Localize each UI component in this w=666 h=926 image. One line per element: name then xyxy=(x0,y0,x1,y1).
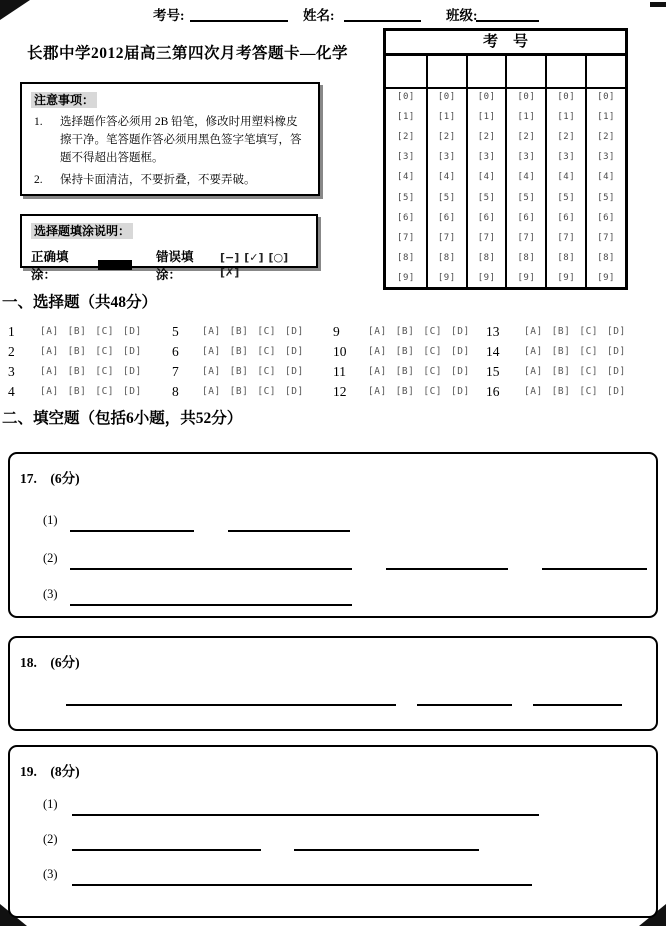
exam-grid-column xyxy=(426,89,466,287)
digit-bubble-2[interactable]: [2] xyxy=(397,132,415,143)
choice-grid xyxy=(0,322,666,404)
answer-blank[interactable] xyxy=(228,516,350,532)
option-bubble-A[interactable]: [A] xyxy=(368,326,387,337)
question-label: 19. xyxy=(20,764,51,779)
wrong-fill-label: 错误填涂： xyxy=(155,250,194,282)
notice-item-text: 保持卡面清洁，不要折叠，不要弄破。 xyxy=(60,174,256,186)
option-bubble-B[interactable]: [B] xyxy=(395,326,415,337)
question-4-options xyxy=(40,382,142,402)
digit-bubble-1[interactable]: [1] xyxy=(557,112,576,123)
digit-bubble-1[interactable]: [1] xyxy=(517,112,536,123)
option-bubble-A[interactable]: [A] xyxy=(202,386,221,397)
part-label: (2) xyxy=(43,832,58,846)
digit-bubble-6[interactable]: [6] xyxy=(397,212,415,223)
exam-grid-bubbles xyxy=(386,89,625,287)
option-bubble-C[interactable]: [C] xyxy=(95,366,115,377)
exam-no-blank[interactable] xyxy=(190,4,288,22)
digit-bubble-4[interactable]: [4] xyxy=(597,172,615,183)
class-blank[interactable] xyxy=(476,4,539,22)
option-bubble-D[interactable]: [D] xyxy=(285,346,304,357)
digit-bubble-9[interactable]: [9] xyxy=(597,272,615,283)
question-15-options xyxy=(524,362,626,382)
question-number: 10 xyxy=(333,344,347,359)
digit-bubble-4[interactable]: [4] xyxy=(397,172,415,183)
option-bubble-D[interactable]: [D] xyxy=(451,366,470,377)
digit-bubble-4[interactable]: [4] xyxy=(477,172,496,183)
exam-grid-column xyxy=(386,89,426,287)
question-number: 15 xyxy=(486,364,500,379)
option-bubble-C[interactable]: [C] xyxy=(95,326,115,337)
notice-heading: 注意事项： xyxy=(31,92,97,108)
option-bubble-A[interactable]: [A] xyxy=(524,366,543,377)
question-title xyxy=(20,467,80,487)
digit-bubble-4[interactable]: [4] xyxy=(517,172,536,183)
corner-mark-top-left-icon xyxy=(0,0,30,20)
question-number: 13 xyxy=(486,324,500,339)
part-label: (1) xyxy=(43,797,58,811)
option-bubble-C[interactable]: [C] xyxy=(423,386,443,397)
digit-bubble-5[interactable]: [5] xyxy=(517,192,536,203)
digit-bubble-7[interactable]: [7] xyxy=(517,232,536,243)
question-number: 7 xyxy=(172,364,179,379)
exam-grid-column xyxy=(545,89,585,287)
question-number: 2 xyxy=(8,344,15,359)
question-box-17 xyxy=(8,452,658,618)
question-number: 11 xyxy=(333,364,346,379)
option-bubble-A[interactable]: [A] xyxy=(40,326,59,337)
option-bubble-D[interactable]: [D] xyxy=(285,326,304,337)
option-bubble-B[interactable]: [B] xyxy=(395,366,415,377)
digit-bubble-6[interactable]: [6] xyxy=(557,212,576,223)
answer-blank[interactable] xyxy=(386,554,508,570)
answer-blank[interactable] xyxy=(72,835,261,851)
option-bubble-D[interactable]: [D] xyxy=(607,386,626,397)
digit-bubble-8[interactable]: [8] xyxy=(597,252,615,263)
digit-bubble-0[interactable]: [0] xyxy=(517,92,536,102)
exam-no-write-cell[interactable] xyxy=(426,56,466,87)
option-bubble-A[interactable]: [A] xyxy=(368,386,387,397)
question-number: 12 xyxy=(333,384,347,399)
question-label: 18. xyxy=(20,655,51,670)
exam-no-write-cell[interactable] xyxy=(505,56,545,87)
option-bubble-C[interactable]: [C] xyxy=(95,386,115,397)
exam-no-label: 考号: xyxy=(153,8,185,23)
question-16-options xyxy=(524,382,626,402)
question-5-options xyxy=(202,322,304,342)
digit-bubble-5[interactable]: [5] xyxy=(437,192,456,203)
question-title xyxy=(20,651,80,671)
exam-no-write-cell[interactable] xyxy=(386,56,426,87)
question-number: 16 xyxy=(486,384,500,399)
option-bubble-C[interactable]: [C] xyxy=(423,326,443,337)
option-bubble-B[interactable]: [B] xyxy=(229,346,249,357)
question-number: 14 xyxy=(486,344,500,359)
fill-guide-heading: 选择题填涂说明： xyxy=(31,223,133,239)
option-bubble-C[interactable]: [C] xyxy=(95,346,115,357)
answer-blank[interactable] xyxy=(70,554,352,570)
digit-bubble-1[interactable]: [1] xyxy=(437,112,456,123)
fill-guide-box xyxy=(20,214,318,282)
question-6-options xyxy=(202,342,304,362)
option-bubble-B[interactable]: [B] xyxy=(551,386,571,397)
option-bubble-A[interactable]: [A] xyxy=(202,346,221,357)
exam-no-write-cell[interactable] xyxy=(466,56,506,87)
option-bubble-C[interactable]: [C] xyxy=(257,326,277,337)
digit-bubble-2[interactable]: [2] xyxy=(597,132,615,143)
fill-guide-row xyxy=(31,247,307,283)
option-bubble-B[interactable]: [B] xyxy=(67,326,87,337)
question-title xyxy=(20,760,80,780)
digit-bubble-3[interactable]: [3] xyxy=(477,152,496,163)
exam-grid-column xyxy=(505,89,545,287)
option-bubble-C[interactable]: [C] xyxy=(257,366,277,377)
digit-bubble-8[interactable]: [8] xyxy=(437,252,456,263)
option-bubble-B[interactable]: [B] xyxy=(551,326,571,337)
digit-bubble-9[interactable]: [9] xyxy=(477,272,496,283)
digit-bubble-0[interactable]: [0] xyxy=(597,92,615,102)
question-label: 17. xyxy=(20,471,51,486)
question-7-options xyxy=(202,362,304,382)
question-10-options xyxy=(368,342,470,362)
answer-blank[interactable] xyxy=(72,800,539,816)
question-number: 5 xyxy=(172,324,179,339)
option-bubble-D[interactable]: [D] xyxy=(285,366,304,377)
answer-blank[interactable] xyxy=(542,554,647,570)
digit-bubble-1[interactable]: [1] xyxy=(597,112,615,123)
digit-bubble-2[interactable]: [2] xyxy=(557,132,576,143)
option-bubble-D[interactable]: [D] xyxy=(451,326,470,337)
question-number: 1 xyxy=(8,324,15,339)
question-12-options xyxy=(368,382,470,402)
option-bubble-B[interactable]: [B] xyxy=(67,386,87,397)
part-label: (1) xyxy=(43,513,58,527)
option-bubble-B[interactable]: [B] xyxy=(67,366,87,377)
question-number: 8 xyxy=(172,384,179,399)
digit-bubble-4[interactable]: [4] xyxy=(557,172,576,183)
digit-bubble-7[interactable]: [7] xyxy=(437,232,456,243)
notice-item-text: 选择题作答必须用 2B 铅笔，修改时用塑料橡皮擦干净。笔答题作答必须用黑色签字笔填写，答题不得超出答题框。 xyxy=(60,116,302,164)
digit-bubble-3[interactable]: [3] xyxy=(517,152,536,163)
option-bubble-B[interactable]: [B] xyxy=(229,386,249,397)
option-bubble-A[interactable]: [A] xyxy=(524,326,543,337)
digit-bubble-6[interactable]: [6] xyxy=(517,212,536,223)
option-bubble-B[interactable]: [B] xyxy=(229,366,249,377)
digit-bubble-3[interactable]: [3] xyxy=(437,152,456,163)
option-bubble-B[interactable]: [B] xyxy=(395,386,415,397)
answer-blank[interactable] xyxy=(70,516,194,532)
notice-item xyxy=(31,113,309,167)
digit-bubble-0[interactable]: [0] xyxy=(437,92,456,102)
choice-section-heading: 一、选择题（共48分） xyxy=(2,294,158,311)
option-bubble-A[interactable]: [A] xyxy=(40,346,59,357)
digit-bubble-8[interactable]: [8] xyxy=(397,252,415,263)
answer-blank[interactable] xyxy=(66,690,396,706)
sheet-title: 长郡中学2012届高三第四次月考答题卡—化学 xyxy=(27,45,349,62)
digit-bubble-0[interactable]: [0] xyxy=(477,92,496,102)
digit-bubble-6[interactable]: [6] xyxy=(437,212,456,223)
question-number: 3 xyxy=(8,364,15,379)
notice-box xyxy=(20,82,320,196)
digit-bubble-1[interactable]: [1] xyxy=(397,112,415,123)
option-bubble-C[interactable]: [C] xyxy=(257,386,277,397)
answer-blank[interactable] xyxy=(417,690,512,706)
digit-bubble-1[interactable]: [1] xyxy=(477,112,496,123)
question-3-options xyxy=(40,362,142,382)
wrong-fill-example-icon: [○] xyxy=(268,251,289,264)
part-label: (2) xyxy=(43,551,58,565)
option-bubble-C[interactable]: [C] xyxy=(579,386,599,397)
option-bubble-B[interactable]: [B] xyxy=(551,346,571,357)
digit-bubble-9[interactable]: [9] xyxy=(437,272,456,283)
digit-bubble-7[interactable]: [7] xyxy=(597,232,615,243)
question-number: 9 xyxy=(333,324,340,339)
question-box-18 xyxy=(8,636,658,731)
option-bubble-D[interactable]: [D] xyxy=(123,326,142,337)
question-number: 4 xyxy=(8,384,15,399)
digit-bubble-7[interactable]: [7] xyxy=(557,232,576,243)
question-points: (6分) xyxy=(50,655,80,670)
digit-bubble-7[interactable]: [7] xyxy=(477,232,496,243)
option-bubble-D[interactable]: [D] xyxy=(123,386,142,397)
question-points: (8分) xyxy=(50,764,80,779)
blank-section-heading: 二、填空题（包括6小题，共52分） xyxy=(2,410,243,427)
option-bubble-C[interactable]: [C] xyxy=(423,346,443,357)
answer-blank[interactable] xyxy=(72,870,532,886)
digit-bubble-6[interactable]: [6] xyxy=(477,212,496,223)
digit-bubble-2[interactable]: [2] xyxy=(437,132,456,143)
option-bubble-C[interactable]: [C] xyxy=(579,366,599,377)
digit-bubble-5[interactable]: [5] xyxy=(477,192,496,203)
option-bubble-D[interactable]: [D] xyxy=(123,366,142,377)
exam-grid-column xyxy=(466,89,506,287)
digit-bubble-2[interactable]: [2] xyxy=(477,132,496,143)
class-label: 班级: xyxy=(446,8,478,23)
option-bubble-C[interactable]: [C] xyxy=(423,366,443,377)
wrong-fill-example-icon: [−] xyxy=(219,251,240,264)
exam-number-grid xyxy=(383,28,628,290)
exam-no-write-cell[interactable] xyxy=(585,56,625,87)
digit-bubble-0[interactable]: [0] xyxy=(557,92,576,102)
option-bubble-A[interactable]: [A] xyxy=(40,366,59,377)
digit-bubble-4[interactable]: [4] xyxy=(437,172,456,183)
option-bubble-D[interactable]: [D] xyxy=(607,366,626,377)
option-bubble-B[interactable]: [B] xyxy=(229,326,249,337)
answer-blank[interactable] xyxy=(70,590,352,606)
correct-fill-label: 正确填涂： xyxy=(31,250,69,282)
question-14-options xyxy=(524,342,626,362)
exam-grid-column xyxy=(585,89,625,287)
name-label: 姓名: xyxy=(303,8,335,23)
digit-bubble-8[interactable]: [8] xyxy=(477,252,496,263)
option-bubble-A[interactable]: [A] xyxy=(202,366,221,377)
option-bubble-A[interactable]: [A] xyxy=(524,386,543,397)
wrong-fill-examples xyxy=(215,250,307,280)
part-label: (3) xyxy=(43,587,58,601)
digit-bubble-7[interactable]: [7] xyxy=(397,232,415,243)
notice-item-number: 2. xyxy=(34,174,43,186)
option-bubble-D[interactable]: [D] xyxy=(607,326,626,337)
question-8-options xyxy=(202,382,304,402)
wrong-fill-example-icon: [✗] xyxy=(219,266,240,279)
correct-fill-sample-icon xyxy=(98,260,132,270)
question-9-options xyxy=(368,322,470,342)
digit-bubble-9[interactable]: [9] xyxy=(517,272,536,283)
option-bubble-C[interactable]: [C] xyxy=(257,346,277,357)
answer-blank[interactable] xyxy=(294,835,479,851)
option-bubble-D[interactable]: [D] xyxy=(285,386,304,397)
question-points: (6分) xyxy=(50,471,80,486)
notice-item xyxy=(31,171,309,189)
digit-bubble-6[interactable]: [6] xyxy=(597,212,615,223)
digit-bubble-5[interactable]: [5] xyxy=(597,192,615,203)
digit-bubble-2[interactable]: [2] xyxy=(517,132,536,143)
option-bubble-D[interactable]: [D] xyxy=(451,346,470,357)
exam-no-write-cell[interactable] xyxy=(545,56,585,87)
question-13-options xyxy=(524,322,626,342)
option-bubble-A[interactable]: [A] xyxy=(368,366,387,377)
question-number: 6 xyxy=(172,344,179,359)
question-11-options xyxy=(368,362,470,382)
part-label: (3) xyxy=(43,867,58,881)
option-bubble-B[interactable]: [B] xyxy=(395,346,415,357)
name-blank[interactable] xyxy=(344,4,421,22)
option-bubble-C[interactable]: [C] xyxy=(579,346,599,357)
digit-bubble-8[interactable]: [8] xyxy=(557,252,576,263)
option-bubble-A[interactable]: [A] xyxy=(202,326,221,337)
digit-bubble-0[interactable]: [0] xyxy=(397,92,415,102)
digit-bubble-3[interactable]: [3] xyxy=(597,152,615,163)
question-box-19 xyxy=(8,745,658,918)
digit-bubble-3[interactable]: [3] xyxy=(397,152,415,163)
option-bubble-D[interactable]: [D] xyxy=(123,346,142,357)
option-bubble-A[interactable]: [A] xyxy=(368,346,387,357)
digit-bubble-8[interactable]: [8] xyxy=(517,252,536,263)
digit-bubble-3[interactable]: [3] xyxy=(557,152,576,163)
notice-items xyxy=(31,113,309,189)
option-bubble-B[interactable]: [B] xyxy=(551,366,571,377)
answer-blank[interactable] xyxy=(533,690,622,706)
corner-mark-top-right-icon xyxy=(650,2,666,7)
notice-item-number: 1. xyxy=(34,116,43,128)
option-bubble-A[interactable]: [A] xyxy=(40,386,59,397)
wrong-fill-example-icon: [✓] xyxy=(244,251,264,264)
question-2-options xyxy=(40,342,142,362)
option-bubble-C[interactable]: [C] xyxy=(579,326,599,337)
question-1-options xyxy=(40,322,142,342)
option-bubble-B[interactable]: [B] xyxy=(67,346,87,357)
option-bubble-A[interactable]: [A] xyxy=(524,346,543,357)
digit-bubble-9[interactable]: [9] xyxy=(557,272,576,283)
option-bubble-D[interactable]: [D] xyxy=(607,346,626,357)
exam-grid-write-row xyxy=(386,56,625,89)
digit-bubble-5[interactable]: [5] xyxy=(557,192,576,203)
option-bubble-D[interactable]: [D] xyxy=(451,386,470,397)
digit-bubble-5[interactable]: [5] xyxy=(397,192,415,203)
digit-bubble-9[interactable]: [9] xyxy=(397,272,415,283)
exam-grid-heading: 考 号 xyxy=(386,31,625,56)
